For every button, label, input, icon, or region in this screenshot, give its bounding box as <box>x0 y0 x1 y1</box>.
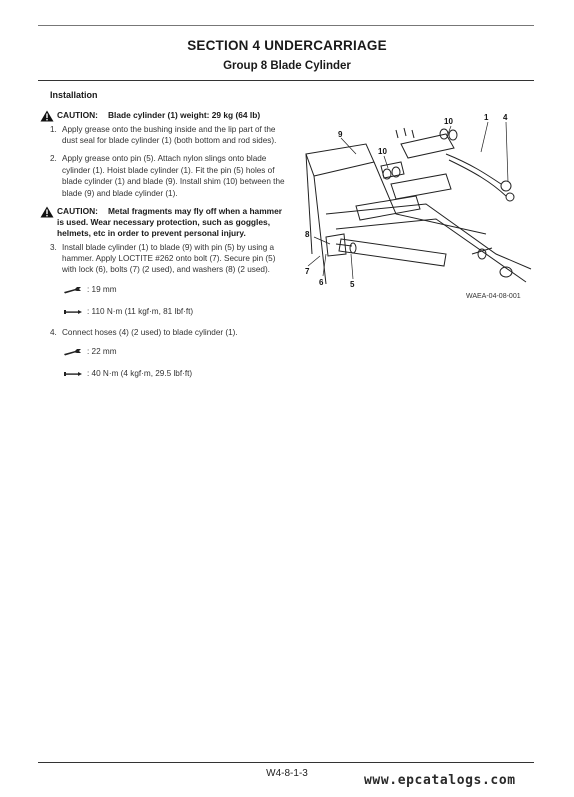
torque-value: : 40 N·m (4 kgf·m, 29.5 lbf·ft) <box>87 369 193 379</box>
warning-triangle-icon <box>40 206 54 218</box>
callout-4: 4 <box>503 113 508 122</box>
callout-6: 6 <box>319 278 324 287</box>
header-divider <box>38 80 534 81</box>
step-text: Connect hoses (4) (2 used) to blade cylinder (1). <box>62 327 238 337</box>
step-number: 3. <box>50 242 57 252</box>
blade-cylinder-illustration <box>296 104 536 304</box>
callout-10-left: 10 <box>378 147 387 156</box>
watermark-link[interactable]: www.epcatalogs.com <box>364 773 516 788</box>
section-title: SECTION 4 UNDERCARRIAGE <box>187 38 387 53</box>
torque-spec-step3 <box>63 305 290 319</box>
step-4 <box>40 327 290 338</box>
caution-hammer <box>40 206 290 240</box>
torque-value: : 110 N·m (11 kgf·m, 81 lbf·ft) <box>87 306 194 316</box>
torque-wrench-icon <box>63 370 83 378</box>
step-2 <box>40 153 290 199</box>
warning-triangle-icon <box>40 110 54 122</box>
callout-1: 1 <box>484 113 489 122</box>
caution-label: CAUTION: <box>57 110 98 121</box>
caution-label: CAUTION: <box>57 206 98 217</box>
installation-heading: Installation <box>50 90 98 100</box>
callout-10-top: 10 <box>444 117 453 126</box>
step-3 <box>40 242 290 276</box>
top-border <box>38 25 534 26</box>
torque-wrench-icon <box>63 308 83 316</box>
footer-divider <box>38 762 534 763</box>
wrench-spec-step4 <box>63 345 290 359</box>
procedure-column <box>40 90 290 389</box>
step-number: 1. <box>50 124 57 134</box>
step-number: 2. <box>50 154 57 164</box>
wrench-size: : 19 mm <box>87 284 117 294</box>
step-1 <box>40 124 290 147</box>
wrench-size: : 22 mm <box>87 347 117 357</box>
step-text: Apply grease onto pin (5). Attach nylon slings onto blade cylinder (1). Hoist blade cylinder (1). Fit the pin (5) holes of blade cylinder (1) and blade (9). Install shim (10) between the blade (9) and blade cylinder (1). <box>62 154 285 198</box>
page-number: W4-8-1-3 <box>266 768 308 779</box>
caution-text-line1: Metal fragments may fly off when <box>107 206 241 217</box>
torque-spec-step4 <box>63 367 290 381</box>
callout-8: 8 <box>305 230 310 239</box>
step-number: 4. <box>50 327 57 337</box>
callout-9: 9 <box>338 130 343 139</box>
illustration-svg <box>296 104 536 304</box>
step-text: Install blade cylinder (1) to blade (9) with pin (5) by using a hammer. Apply LOCTITE #262 onto bolt (7). Secure pin (5) with lock (6), bolts (7) (2 used), and washers (8) (2 used). <box>62 242 276 275</box>
wrench-spec-step3 <box>63 283 290 297</box>
figure-code: WAEA-04-08-001 <box>466 293 521 300</box>
caution-weight <box>40 110 290 121</box>
group-title: Group 8 Blade Cylinder <box>223 60 351 72</box>
wrench-icon <box>63 348 83 356</box>
caution-text-rest: a hammer is used. Wear necessary protection, such as goggles, helmets, etc in order to prevent personal injury. <box>57 206 283 239</box>
callout-7: 7 <box>305 267 310 276</box>
callout-5: 5 <box>350 280 355 289</box>
step-text: Apply grease onto the bushing inside and the lip part of the dust seal for blade cylinder (1) (both bottom and rod sides). <box>62 124 277 146</box>
wrench-icon <box>63 286 83 294</box>
caution-text: Blade cylinder (1) weight: 29 kg (64 lb) <box>107 110 261 121</box>
